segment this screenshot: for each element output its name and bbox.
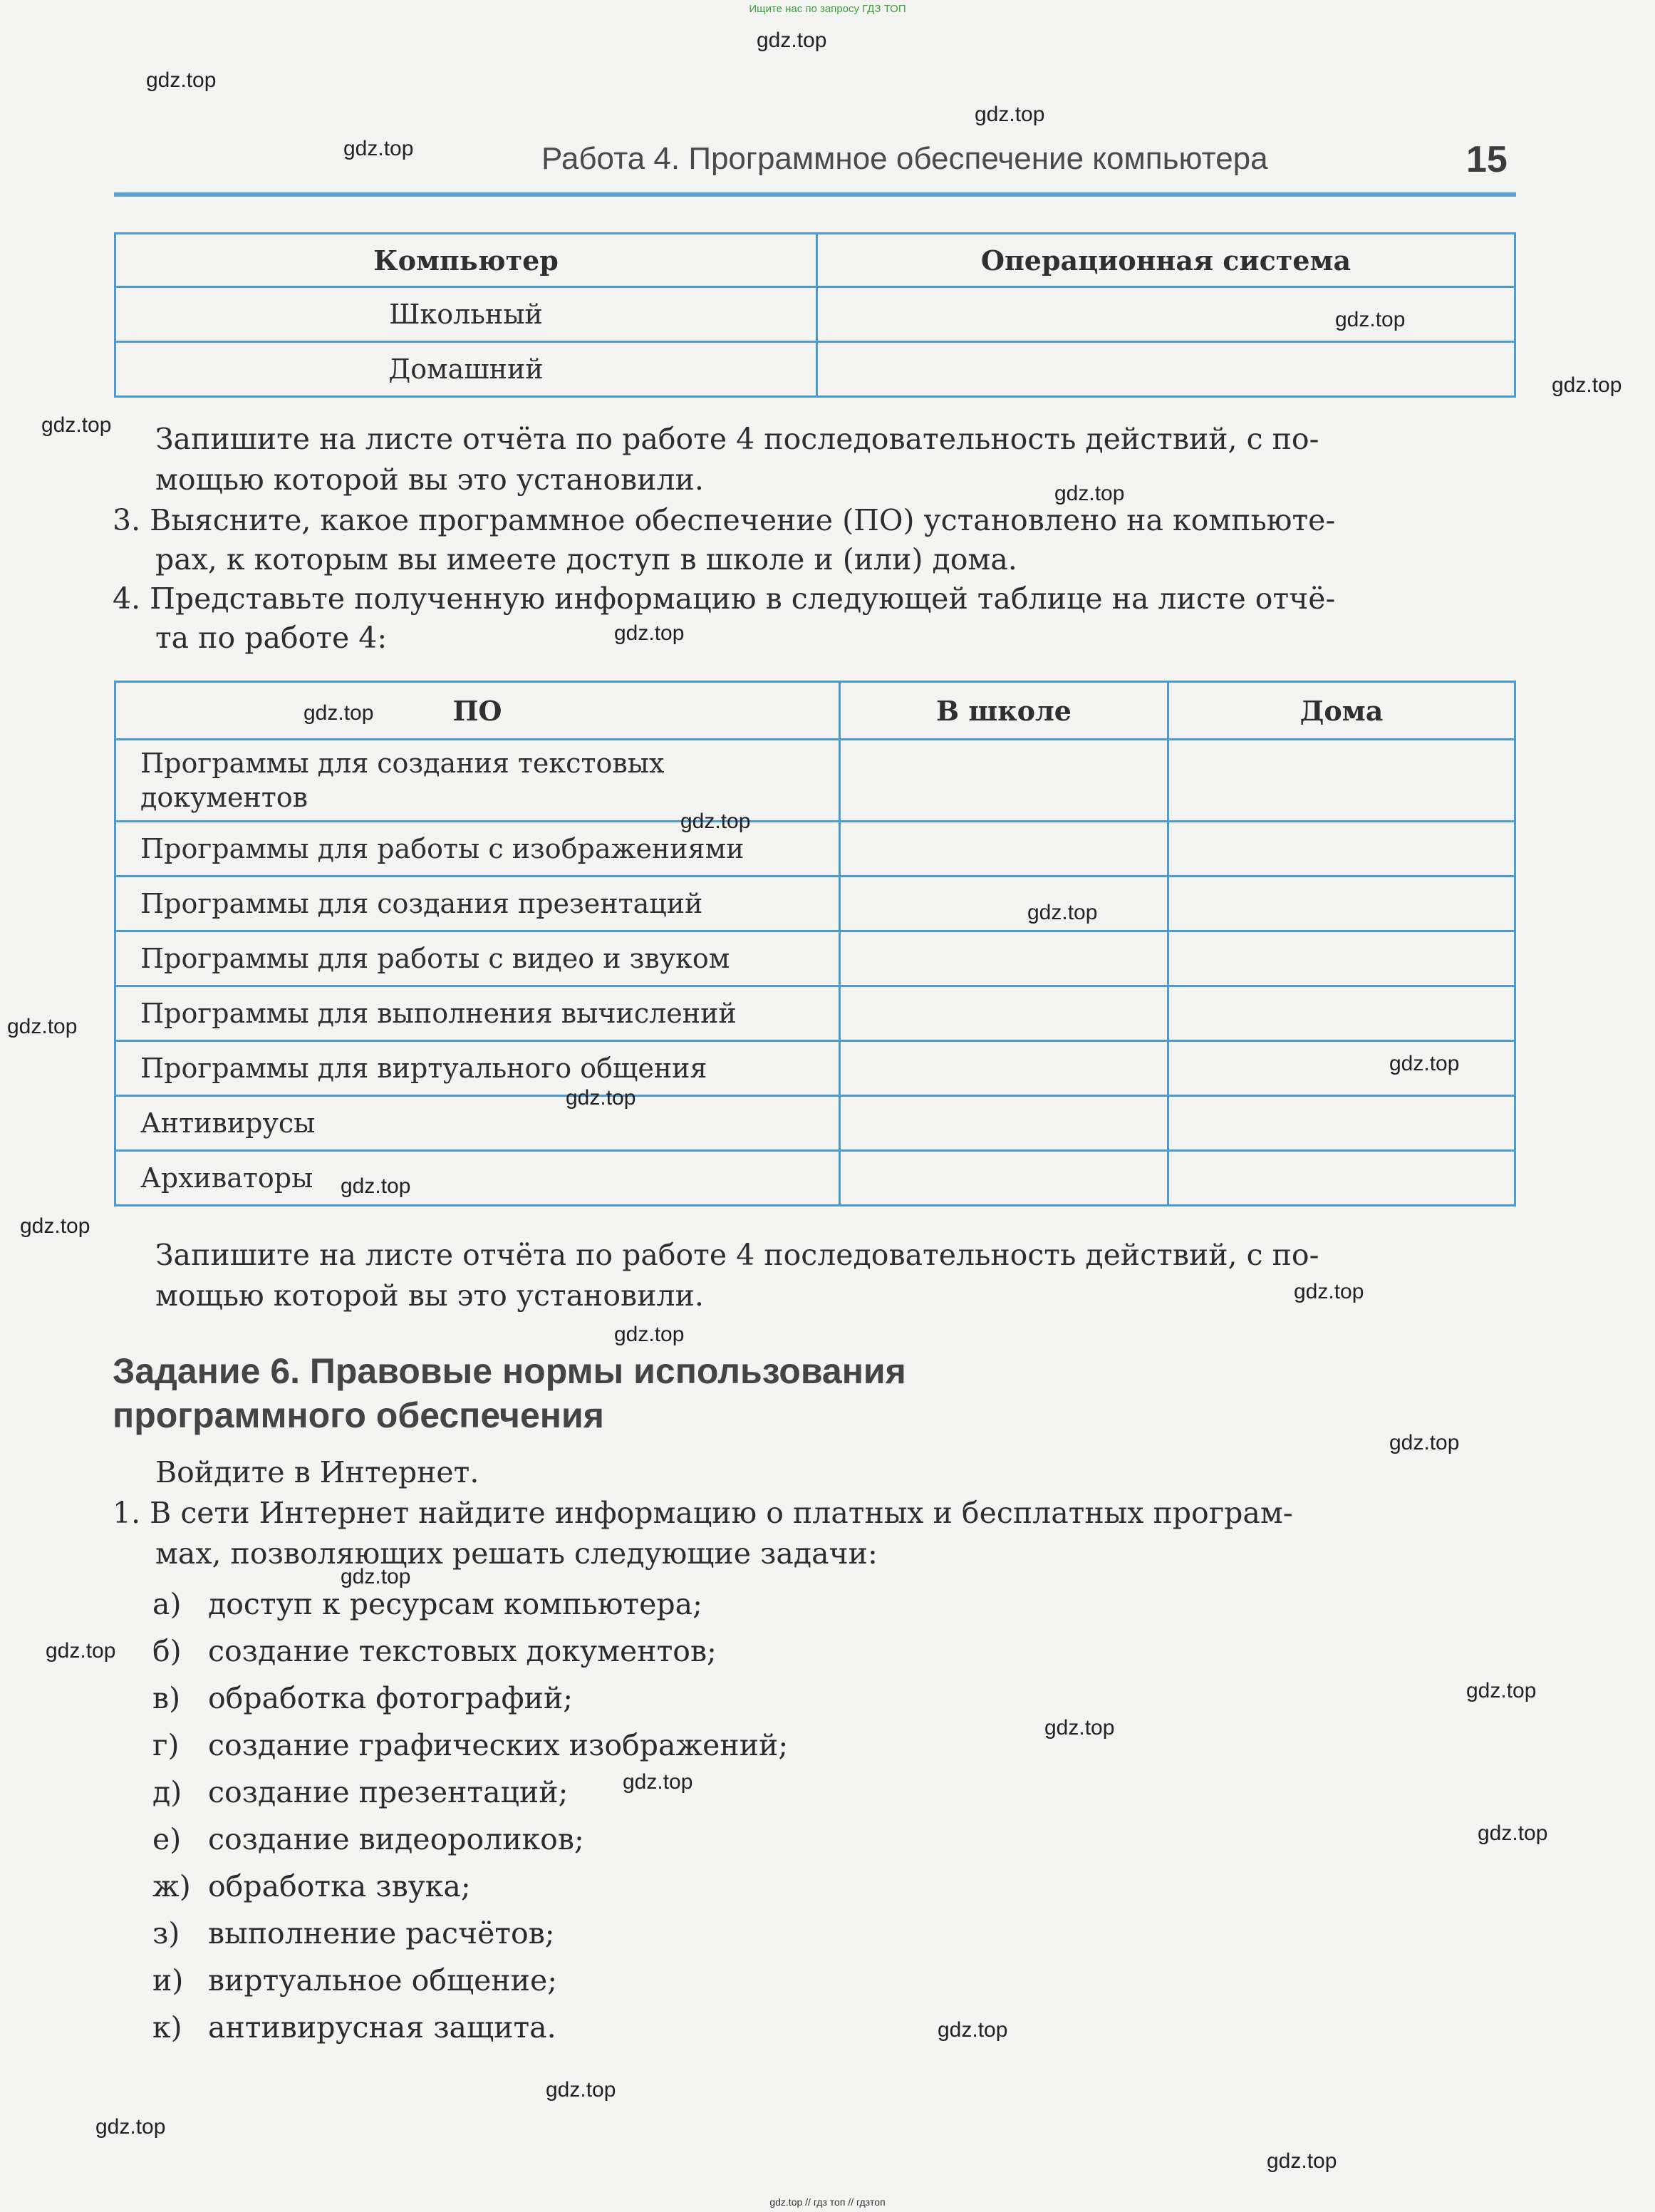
list-item-text: выполнение расчётов; [208, 1916, 555, 1950]
page-number: 15 [1466, 139, 1508, 180]
record-instruction-1-line2: мощью которой вы это установили. [155, 462, 704, 497]
list-item-text: создание презентаций; [208, 1775, 569, 1809]
list-marker: б) [152, 1634, 182, 1668]
software-table-cell: Программы для создания текстовых документов [115, 740, 840, 822]
watermark: gdz.top [341, 1174, 411, 1198]
task6-intro: Войдите в Интернет. [155, 1455, 479, 1489]
list-marker: и) [152, 1963, 184, 1997]
record-instruction-2-line1: Запишите на листе отчёта по работе 4 последовательность действий, с по- [155, 1238, 1319, 1272]
watermark: gdz.top [566, 1086, 636, 1110]
task6-title-line1: Задание 6. Правовые нормы использования [113, 1351, 906, 1391]
table-row [115, 1096, 1515, 1151]
os-table [114, 232, 1516, 398]
list-marker: в) [152, 1681, 181, 1715]
watermark: gdz.top [1478, 1821, 1548, 1845]
list-item-text: виртуальное общение; [208, 1963, 558, 1997]
watermark: gdz.top [623, 1770, 693, 1794]
list-item [152, 2004, 788, 2051]
watermark: gdz.top [95, 2115, 166, 2139]
watermark: gdz.top [1389, 1052, 1460, 1075]
table-row [115, 877, 1515, 931]
list-marker: а) [152, 1587, 182, 1621]
watermark: gdz.top [1335, 308, 1406, 331]
os-table-header-computer: Компьютер [115, 234, 817, 287]
watermark: gdz.top [146, 68, 217, 92]
watermark: gdz.top [975, 103, 1045, 126]
software-table-cell [840, 1151, 1168, 1206]
list-marker: з) [152, 1916, 180, 1950]
watermark: gdz.top [343, 137, 414, 160]
record-instruction-2-line2: мощью которой вы это установили. [155, 1278, 704, 1313]
list-marker: д) [152, 1775, 182, 1809]
list-item-text: доступ к ресурсам компьютера; [208, 1587, 702, 1621]
software-table-cell [840, 822, 1168, 877]
software-table-cell [1168, 986, 1515, 1041]
page-header-title: Работа 4. Программное обеспечение компьютера [541, 141, 1268, 176]
software-table-cell: Программы для виртуального общения [115, 1041, 840, 1096]
watermark: gdz.top [20, 1214, 90, 1238]
list-item [152, 1628, 788, 1675]
software-table-cell [1168, 1041, 1515, 1096]
step-4-line2: та по работе 4: [155, 621, 388, 655]
watermark: gdz.top [680, 810, 751, 833]
watermark: gdz.top [1267, 2149, 1337, 2173]
list-item-text: создание графических изображений; [208, 1728, 789, 1762]
task6-task-list [152, 1581, 788, 2051]
list-item [152, 1722, 788, 1769]
list-item [152, 1957, 788, 2004]
task6-title-line2: программного обеспечения [113, 1395, 604, 1435]
step-3-line2: рах, к которым вы имеете доступ в школе и (или) дома. [155, 542, 1017, 577]
os-table-cell [817, 342, 1515, 397]
step-3-line1: 3. Выясните, какое программное обеспечение (ПО) установлено на компьюте- [113, 503, 1336, 537]
table-row [115, 986, 1515, 1041]
task6-item1-line1: 1. В сети Интернет найдите информацию о платных и бесплатных програм- [113, 1496, 1293, 1530]
list-marker: к) [152, 2010, 182, 2045]
watermark: gdz.top [46, 1639, 116, 1663]
list-item [152, 1581, 788, 1628]
table-row [115, 1041, 1515, 1096]
software-table-header-home: Дома [1168, 682, 1515, 740]
software-table-cell [840, 740, 1168, 822]
software-table-cell: Программы для создания презентаций [115, 877, 840, 931]
software-table-cell [1168, 1096, 1515, 1151]
list-marker: г) [152, 1728, 180, 1762]
software-table-cell [1168, 822, 1515, 877]
software-table-cell: Программы для работы с видео и звуком [115, 931, 840, 986]
watermark: gdz.top [1054, 482, 1125, 505]
list-item-text: создание текстовых документов; [208, 1634, 717, 1668]
software-table-cell [840, 1041, 1168, 1096]
table-row [115, 287, 1515, 342]
watermark: gdz.top [938, 2018, 1008, 2042]
watermark: gdz.top [546, 2078, 616, 2102]
step-4-line1: 4. Представьте полученную информацию в следующей таблице на листе отчё- [113, 582, 1336, 616]
watermark: gdz.top [41, 413, 112, 437]
table-row [115, 740, 1515, 822]
watermark: gdz.top [7, 1015, 78, 1038]
list-item-text: обработка фотографий; [208, 1681, 574, 1715]
bottom-note: gdz.top // гдз топ // гдзтоп [769, 2196, 886, 2208]
header-rule [114, 192, 1516, 197]
table-row [115, 1151, 1515, 1206]
list-item [152, 1675, 788, 1722]
software-table-header-po: ПО [115, 682, 840, 740]
list-item [152, 1863, 788, 1910]
software-table-cell [840, 877, 1168, 931]
list-item-text: создание видеороликов; [208, 1822, 584, 1856]
software-table-cell [1168, 877, 1515, 931]
watermark: gdz.top [757, 29, 827, 52]
software-table-cell: Антивирусы [115, 1096, 840, 1151]
os-table-header-os: Операционная система [817, 234, 1515, 287]
watermark: gdz.top [1552, 373, 1622, 397]
software-table-cell [840, 1096, 1168, 1151]
watermark: gdz.top [341, 1565, 411, 1588]
task6-item1-line2: мах, позволяющих решать следующие задачи: [155, 1536, 878, 1571]
os-table-cell: Школьный [115, 287, 817, 342]
table-row [115, 822, 1515, 877]
watermark: gdz.top [1027, 901, 1098, 924]
list-marker: е) [152, 1822, 182, 1856]
software-table-cell: Программы для выполнения вычислений [115, 986, 840, 1041]
os-table-cell [817, 287, 1515, 342]
watermark: gdz.top [614, 621, 685, 645]
software-table-cell [840, 931, 1168, 986]
list-item-text: антивирусная защита. [208, 2010, 556, 2045]
software-table-cell: Архиваторы [115, 1151, 840, 1206]
top-note: Ищите нас по запросу ГДЗ ТОП [749, 3, 906, 15]
watermark: gdz.top [1389, 1431, 1460, 1454]
software-table-cell [840, 986, 1168, 1041]
software-table-cell [1168, 1151, 1515, 1206]
list-marker: ж) [152, 1869, 191, 1903]
os-table-cell: Домашний [115, 342, 817, 397]
list-item [152, 1816, 788, 1863]
table-row [115, 931, 1515, 986]
record-instruction-1-line1: Запишите на листе отчёта по работе 4 последовательность действий, с по- [155, 422, 1319, 456]
watermark: gdz.top [1044, 1716, 1115, 1740]
list-item [152, 1910, 788, 1957]
watermark: gdz.top [303, 701, 374, 725]
software-table-cell [1168, 740, 1515, 822]
software-table-cell [1168, 931, 1515, 986]
table-row [115, 342, 1515, 397]
software-table [114, 681, 1516, 1206]
list-item-text: обработка звука; [208, 1869, 471, 1903]
software-table-cell: Программы для работы с изображениями [115, 822, 840, 877]
watermark: gdz.top [614, 1323, 685, 1346]
watermark: gdz.top [1294, 1280, 1364, 1303]
software-table-header-school: В школе [840, 682, 1168, 740]
watermark: gdz.top [1466, 1679, 1537, 1702]
